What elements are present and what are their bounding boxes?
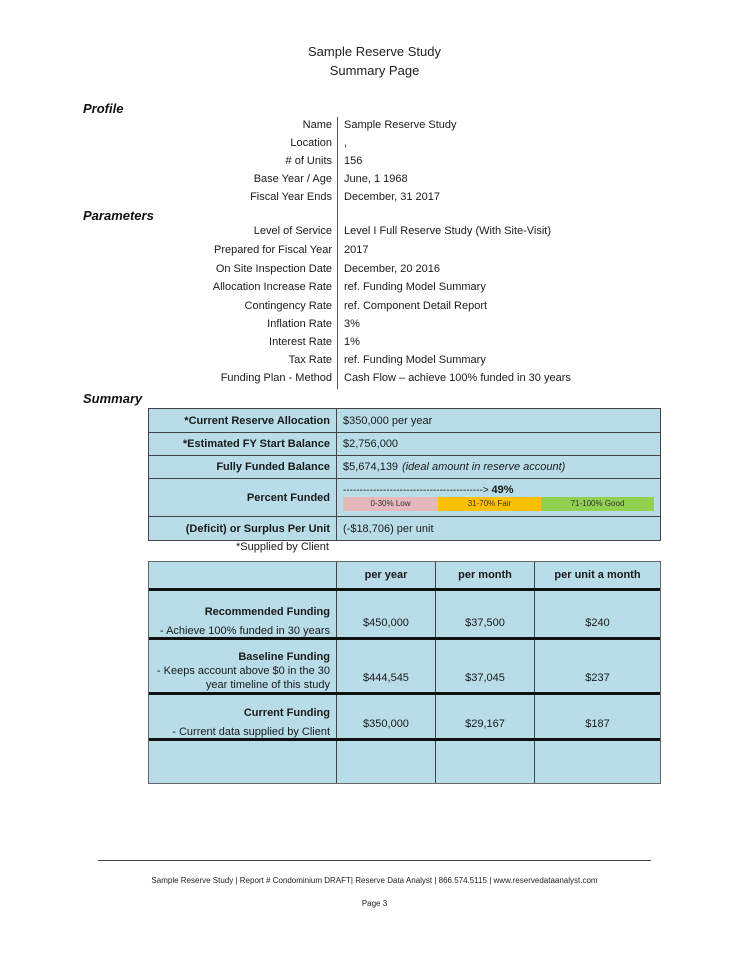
per-month-value: $37,045 — [436, 640, 535, 692]
row-title: Current Funding — [243, 707, 330, 719]
summary-label: (Deficit) or Surplus Per Unit — [149, 517, 337, 540]
kv-value: 1% — [344, 336, 360, 348]
profile-heading: Profile — [83, 101, 124, 116]
scale-fair: 31-70% Fair — [438, 497, 541, 511]
funding-row-recommended — [149, 588, 660, 637]
footer-info: Sample Reserve Study | Report # Condominium DRAFT| Reserve Data Analyst | 866.574.5115 | www.reservedataanalyst.com — [151, 876, 598, 885]
summary-value: (-$18,706) per unit — [343, 522, 434, 535]
column-header-per-unit-month: per unit a month — [554, 569, 641, 581]
kv-value: Level I Full Reserve Study (With Site-Visit) — [344, 225, 552, 237]
param-row-contingency-rate — [0, 297, 749, 315]
document-subtitle: Summary Page — [329, 63, 420, 78]
kv-value: ref. Funding Model Summary — [344, 281, 486, 293]
kv-label: Prepared for Fiscal Year — [213, 244, 332, 256]
row-subtitle: - Current data supplied by Client — [172, 726, 330, 738]
fully-funded-note: (ideal amount in reserve account) — [402, 461, 566, 473]
kv-label: Funding Plan - Method — [220, 372, 332, 384]
kv-label: Interest Rate — [269, 336, 332, 348]
profile-row-units — [0, 152, 749, 170]
kv-label: On Site Inspection Date — [215, 263, 332, 275]
kv-label: Name — [302, 119, 332, 131]
kv-value: June, 1 1968 — [344, 173, 408, 185]
scale-low: 0-30% Low — [343, 497, 438, 511]
kv-label: Tax Rate — [288, 354, 332, 366]
param-row-inflation-rate — [0, 315, 749, 333]
funding-row-empty — [149, 738, 660, 783]
fully-funded-amount: $5,674,139 — [343, 461, 399, 473]
summary-row-start-balance — [149, 432, 660, 455]
row-subtitle: - Keeps account above $0 in the 30 year timeline of this study — [156, 665, 330, 691]
row-subtitle: - Achieve 100% funded in 30 years — [159, 625, 330, 637]
summary-heading: Summary — [83, 391, 143, 406]
summary-row-fully-funded-balance — [149, 455, 660, 478]
kv-label: Level of Service — [253, 225, 332, 237]
kv-label: Fiscal Year Ends — [250, 191, 332, 203]
scale-good: 71-100% Good — [541, 497, 654, 511]
column-header — [149, 562, 337, 588]
funding-table — [148, 561, 661, 784]
percent-funded-scale — [343, 497, 654, 511]
parameters-heading: Parameters — [83, 208, 154, 223]
row-label — [149, 591, 337, 637]
row-title: Recommended Funding — [204, 606, 330, 618]
param-row-tax-rate — [0, 351, 749, 369]
empty-cell — [149, 741, 337, 783]
funding-row-current — [149, 692, 660, 738]
kv-value: December, 31 2017 — [344, 191, 441, 203]
per-month-value: $29,167 — [436, 695, 535, 738]
kv-value: 2017 — [344, 244, 369, 256]
profile-row-location — [0, 134, 749, 152]
per-unit-month-value: $187 — [585, 718, 610, 730]
param-row-prepared-fiscal-year — [0, 241, 749, 259]
empty-cell — [436, 741, 535, 783]
percent-funded-indicator — [343, 483, 654, 497]
kv-label: Base Year / Age — [253, 173, 332, 185]
percent-funded-value: 49% — [491, 484, 514, 496]
kv-label: Inflation Rate — [267, 318, 332, 330]
row-label — [149, 640, 337, 692]
summary-label: *Current Reserve Allocation — [149, 409, 337, 432]
column-header-per-year: per year — [337, 562, 436, 588]
per-month-value: $37,500 — [436, 591, 535, 637]
profile-row-name — [0, 116, 749, 134]
row-label — [149, 695, 337, 738]
kv-value: Sample Reserve Study — [344, 119, 457, 131]
kv-label: Allocation Increase Rate — [212, 281, 332, 293]
kv-value: 3% — [344, 318, 360, 330]
kv-value: ref. Funding Model Summary — [344, 354, 486, 366]
kv-value: December, 20 2016 — [344, 263, 441, 275]
page-number: Page 3 — [361, 899, 388, 908]
kv-value: , — [344, 137, 348, 149]
summary-row-deficit-surplus — [149, 516, 660, 540]
summary-label: Percent Funded — [149, 479, 337, 516]
per-year-value: $350,000 — [337, 695, 436, 738]
arrow-indicator: ------------------------------------------> — [343, 485, 489, 496]
summary-row-current-allocation — [149, 409, 660, 432]
kv-value: Cash Flow – achieve 100% funded in 30 years — [344, 372, 571, 384]
kv-label: Contingency Rate — [244, 300, 332, 312]
column-header-per-month: per month — [436, 562, 535, 588]
row-title: Baseline Funding — [238, 651, 330, 663]
supplied-by-client-note: *Supplied by Client — [236, 541, 329, 553]
funding-row-baseline — [149, 637, 660, 692]
summary-row-percent-funded — [149, 478, 660, 516]
kv-value: ref. Component Detail Report — [344, 300, 488, 312]
per-year-value: $450,000 — [337, 591, 436, 637]
percent-funded-gauge — [337, 479, 660, 516]
kv-label: Location — [290, 137, 332, 149]
summary-value: $350,000 per year — [343, 414, 433, 427]
summary-label: Fully Funded Balance — [149, 456, 337, 478]
per-unit-month-value: $237 — [585, 672, 610, 684]
profile-row-fiscal-year-ends — [0, 188, 749, 206]
param-row-allocation-increase — [0, 278, 749, 296]
per-unit-month-value: $240 — [585, 617, 610, 629]
summary-label: *Estimated FY Start Balance — [149, 433, 337, 455]
empty-cell — [535, 741, 660, 783]
document-title: Sample Reserve Study — [308, 44, 441, 59]
param-row-funding-plan — [0, 369, 749, 387]
summary-value — [337, 456, 660, 478]
param-row-interest-rate — [0, 333, 749, 351]
param-row-level-of-service — [0, 222, 749, 240]
summary-table — [148, 408, 661, 541]
kv-value: 156 — [344, 155, 363, 167]
funding-header-row — [149, 562, 660, 588]
footer-divider — [98, 860, 651, 861]
param-row-inspection-date — [0, 260, 749, 278]
empty-cell — [337, 741, 436, 783]
per-year-value: $444,545 — [337, 640, 436, 692]
profile-row-base-year — [0, 170, 749, 188]
summary-value: $2,756,000 — [343, 438, 399, 450]
kv-label: # of Units — [285, 155, 332, 167]
